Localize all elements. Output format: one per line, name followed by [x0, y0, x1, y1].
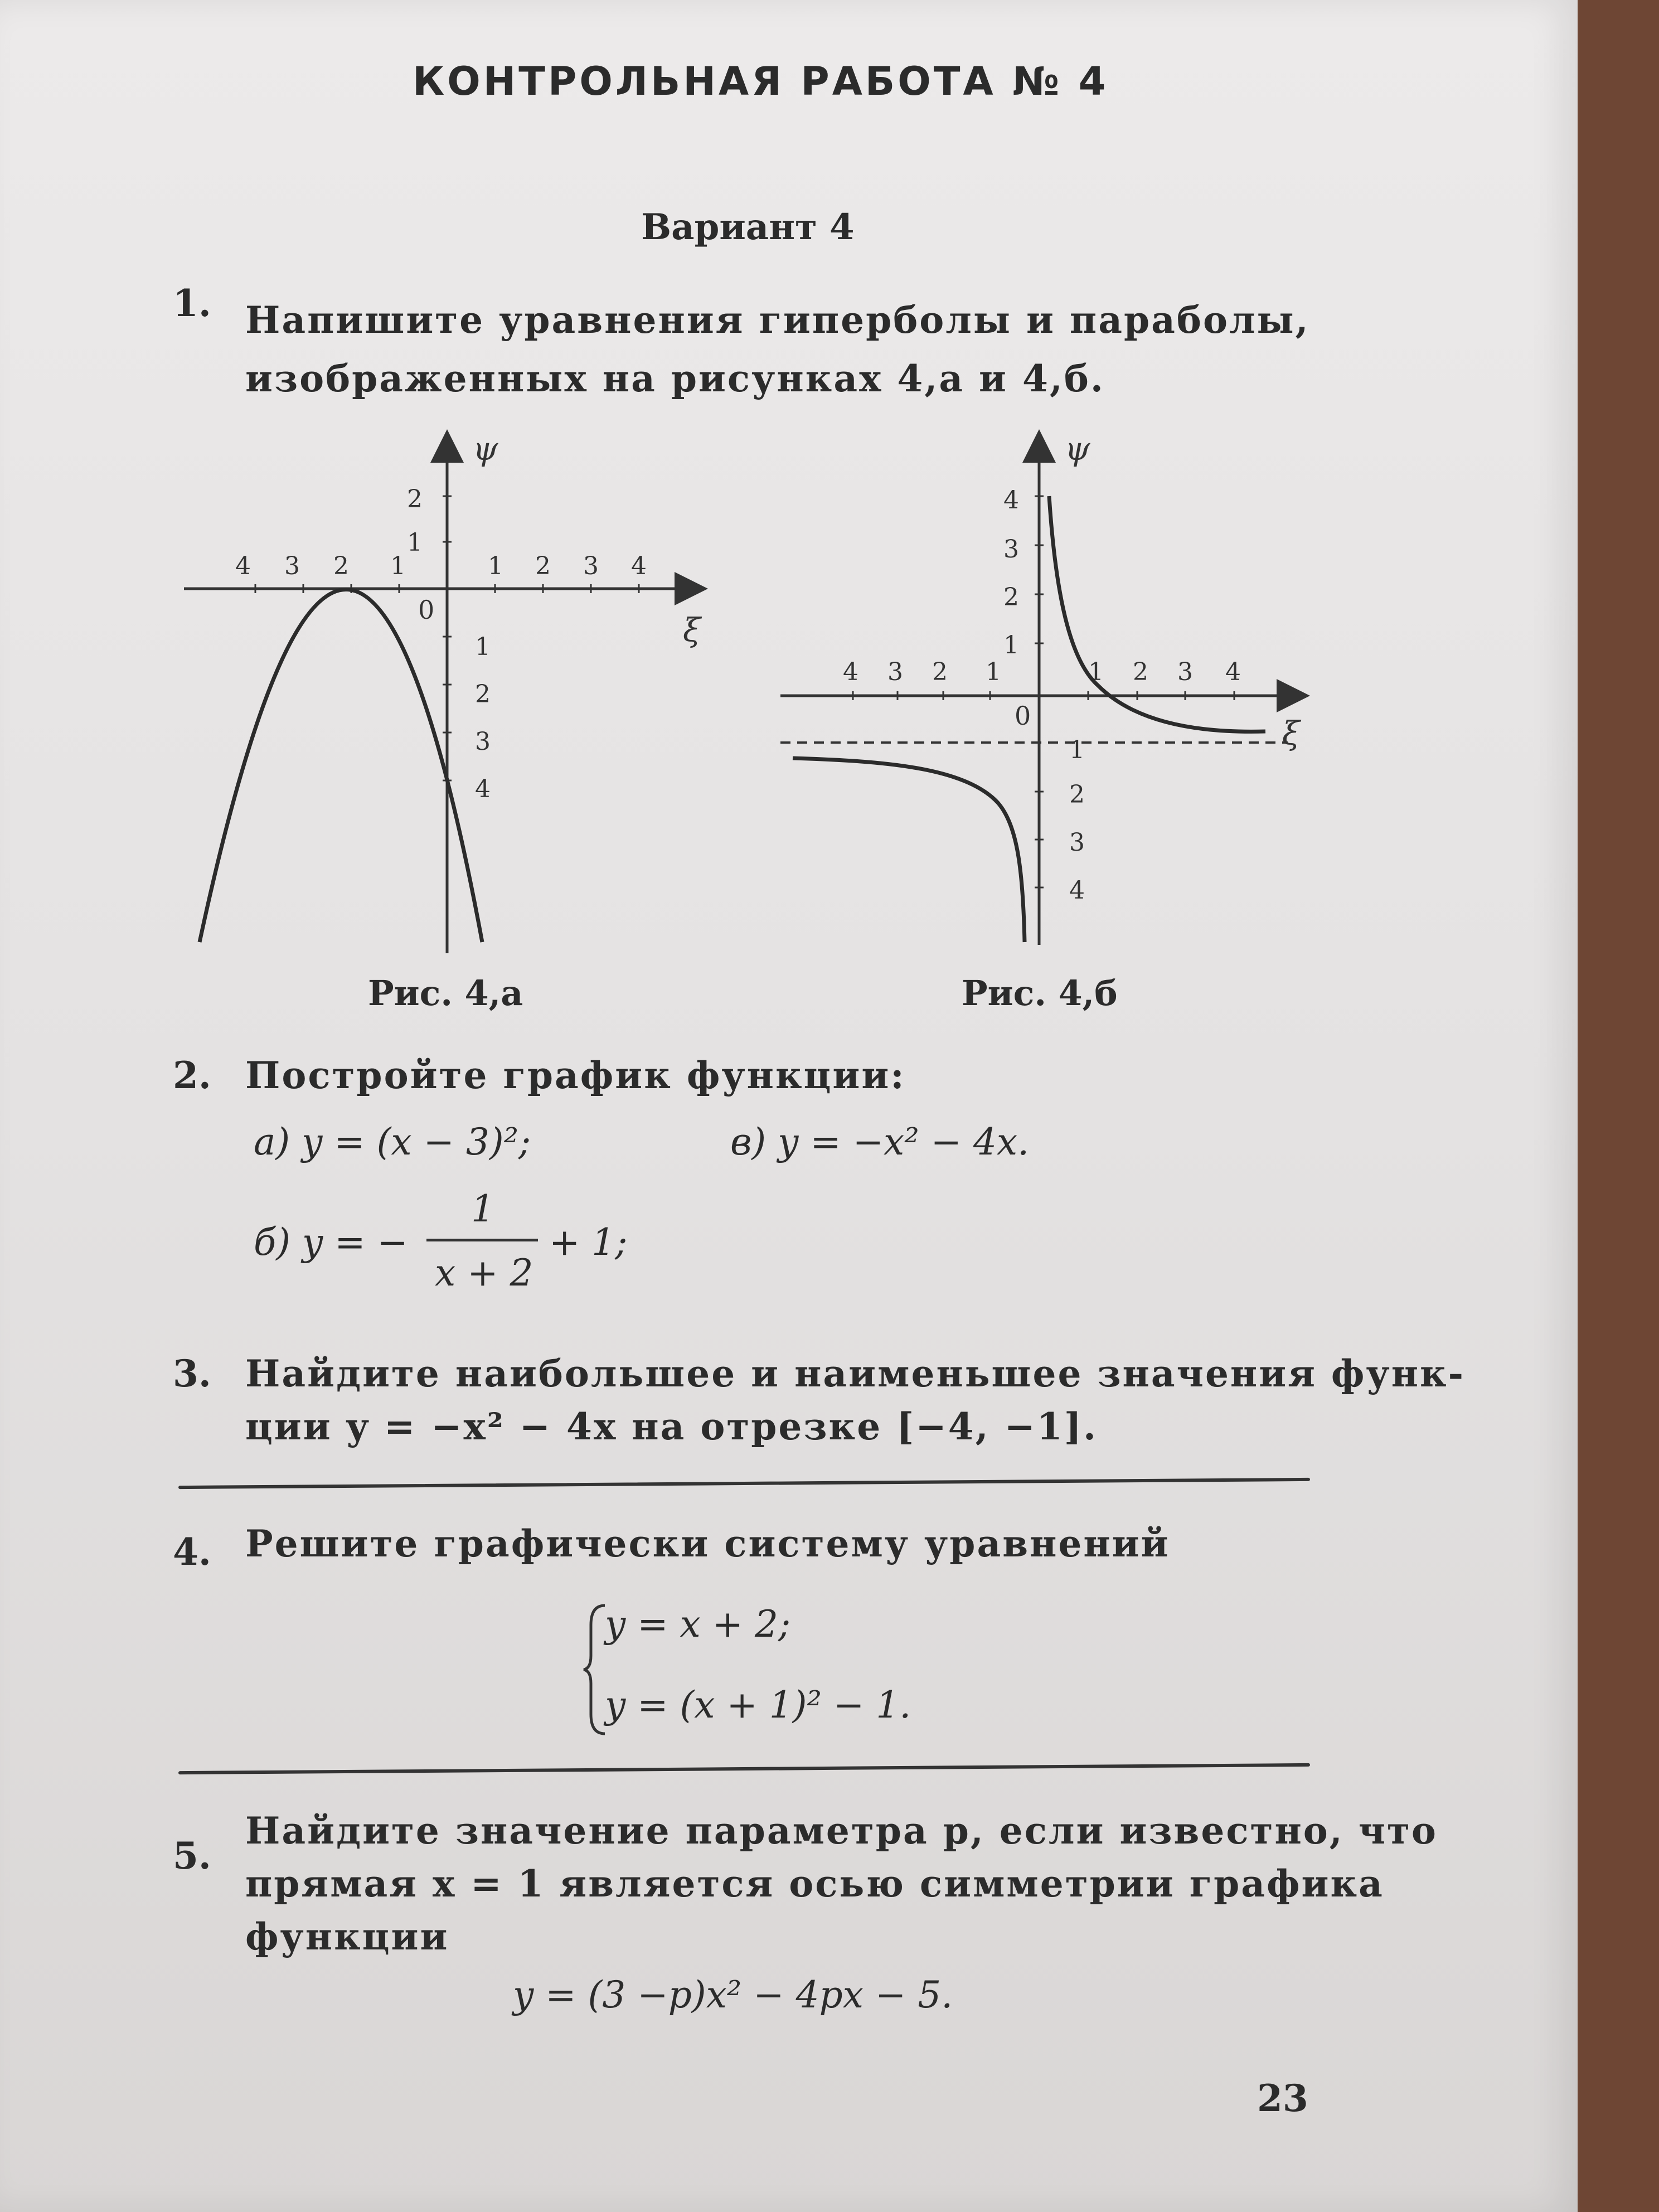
y-tick: 2	[475, 680, 491, 709]
task4-equation-1: y = x + 2;	[605, 1603, 791, 1646]
x-tick: 1	[986, 658, 1001, 686]
y-tick: 3	[1003, 535, 1019, 564]
x-ticks-positive	[1088, 658, 1241, 686]
x-axis-label: ξ	[683, 611, 701, 649]
x-ticks-negative	[235, 552, 406, 580]
task5-line2: прямая x = 1 является осью симметрии графика	[245, 1862, 1384, 1905]
x-tick: 1	[488, 552, 503, 580]
y-tick: 1	[407, 528, 423, 557]
x-tick: 3	[284, 552, 300, 580]
variant-label: Вариант 4	[641, 206, 855, 248]
hyperbola-branch-left	[793, 758, 1025, 942]
task2-item-b-numerator: 1	[471, 1187, 494, 1230]
task1-line2: изображенных на рисунках 4,а и 4,б.	[245, 357, 1105, 400]
y-tick: 3	[475, 727, 491, 756]
x-axis-label: ξ	[1282, 714, 1300, 752]
x-tick: 2	[1133, 658, 1148, 686]
parabola-curve	[200, 590, 482, 943]
task2-item-b-prefix: б) y = −	[254, 1221, 408, 1264]
figure-4b-caption: Рис. 4,б	[962, 973, 1118, 1013]
x-tick: 4	[235, 552, 251, 580]
origin-label: 0	[1015, 701, 1031, 731]
x-tick: 4	[1225, 658, 1241, 686]
y-ticks	[407, 485, 491, 803]
task4-equation-2: y = (x + 1)² − 1.	[605, 1684, 911, 1726]
task2-item-b-suffix: + 1;	[549, 1221, 628, 1264]
page-title: КОНТРОЛЬНАЯ РАБОТА № 4	[413, 59, 1109, 104]
x-tick: 3	[887, 658, 903, 686]
x-tick: 4	[631, 552, 647, 580]
figure-4a-graph	[167, 424, 736, 959]
y-tick: 2	[1003, 583, 1019, 612]
task3-number: 3.	[173, 1352, 211, 1395]
x-tick: 3	[1177, 658, 1193, 686]
x-ticks-positive	[488, 552, 647, 580]
task2-item-a: а) y = (x − 3)²;	[254, 1120, 531, 1163]
task5-number: 5.	[173, 1834, 211, 1878]
fraction-bar	[426, 1239, 538, 1241]
y-tick: 3	[1069, 828, 1085, 857]
x-tick: 2	[333, 552, 349, 580]
x-tick: 4	[843, 658, 858, 686]
y-tick: 4	[1003, 486, 1019, 515]
task3-line2: ции y = −x² − 4x на отрезке [−4, −1].	[245, 1405, 1098, 1448]
y-tick: 1	[1003, 631, 1019, 659]
y-tick: 2	[1069, 780, 1085, 809]
divider-line	[178, 1763, 1310, 1774]
x-tick: 1	[1088, 658, 1104, 686]
task3-line1: Найдите наибольшее и наименьшее значения функ-	[245, 1352, 1466, 1395]
y-tick: 4	[475, 775, 491, 803]
task2-item-v: в) y = −x² − 4x.	[730, 1120, 1030, 1163]
task1-line1: Напишите уравнения гиперболы и параболы,	[245, 298, 1310, 342]
y-axis-label: ψ	[473, 430, 498, 468]
task2-text: Постройте график функции:	[245, 1054, 906, 1097]
x-tick: 3	[583, 552, 599, 580]
task4-text: Решите графически систему уравнений	[245, 1522, 1170, 1565]
origin-label: 0	[418, 595, 435, 625]
task5-line3: функции	[245, 1915, 449, 1958]
task1-number: 1.	[173, 282, 211, 325]
y-tick: 4	[1069, 876, 1085, 905]
y-axis-label: ψ	[1065, 430, 1090, 468]
task4-number: 4.	[173, 1530, 211, 1574]
task2-number: 2.	[173, 1054, 211, 1097]
x-tick: 2	[535, 552, 551, 580]
task5-formula: y = (3 −p)x² − 4px − 5.	[513, 1973, 953, 2016]
y-tick: 1	[475, 633, 491, 661]
y-tick: 1	[1069, 736, 1085, 764]
divider-line	[178, 1478, 1310, 1489]
task2-item-b-denominator: x + 2	[435, 1251, 533, 1294]
task5-line1: Найдите значение параметра p, если известно, что	[245, 1809, 1438, 1852]
page-number: 23	[1257, 2077, 1308, 2120]
y-tick: 2	[407, 485, 423, 513]
x-tick: 1	[390, 552, 406, 580]
figure-4a-caption: Рис. 4,а	[368, 973, 523, 1013]
x-ticks-negative	[843, 658, 1001, 686]
figure-4b-graph	[769, 424, 1343, 959]
x-tick: 2	[932, 658, 948, 686]
